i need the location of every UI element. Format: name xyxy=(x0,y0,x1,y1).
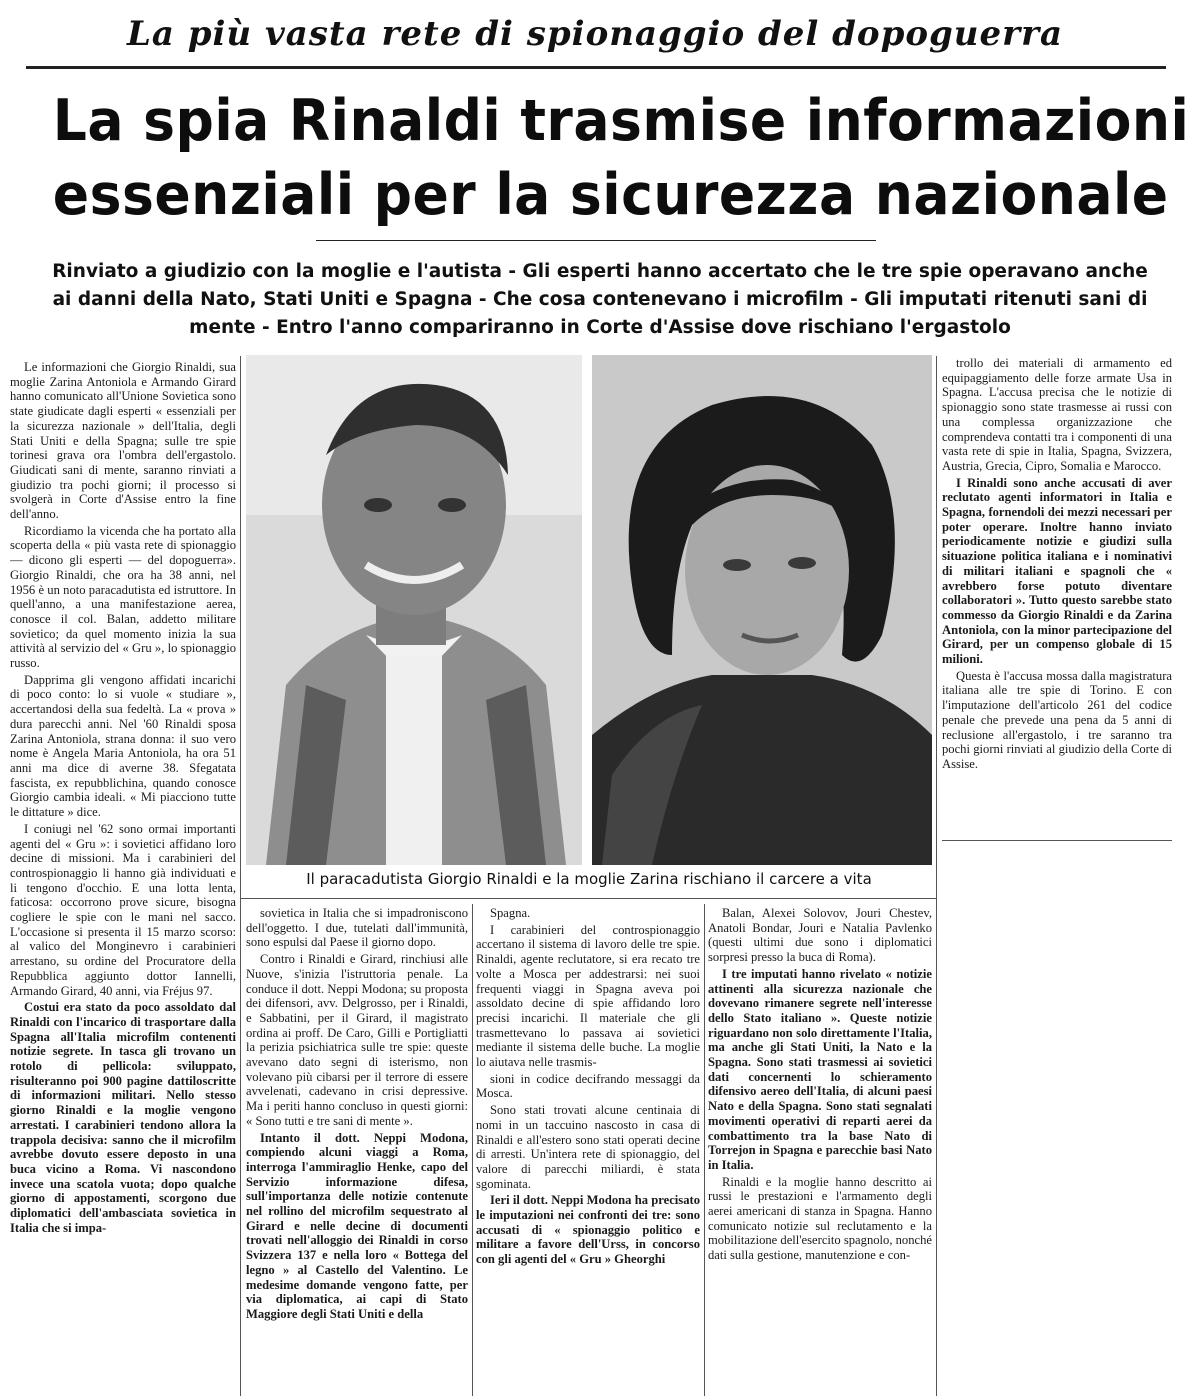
kicker: La più vasta rete di spionaggio del dopoguerra xyxy=(126,14,1064,54)
portrait-man-image xyxy=(246,355,582,865)
column-5-end-rule xyxy=(942,840,1172,841)
col1-para-3: Dapprima gli vengono affidati incarichi di poco conto: lo si vuole « studiare », accertandosi della sua fedeltà. La « prova » dura parecchi anni. Nel '60 Rinaldi sposa Zarina Antoniola, strana donna: il suo vero nome è Angela Maria Antoniola, ha ora 51 anni ma dice di averne 38. Sfegatata fascista, ex repubblichina, quando conosce Giorgio cambia ideali. « Mi piacciono tutte le dittature » dice. xyxy=(10,672,236,820)
col4-para-3: Rinaldi e la moglie hanno descritto ai russi le prestazioni e l'armamento degli aerei americani di stanza in Spagna. Hanno comunicato notizie sul reclutamento e la mobilitazione dell'esercito spagnolo, nonché dati sulla gestione, manutenzione e con- xyxy=(708,1174,932,1263)
col3-para-3: sioni in codice decifrando messaggi da Mosca. xyxy=(476,1071,700,1101)
photo-caption: Il paracadutista Giorgio Rinaldi e la moglie Zarina rischiano il carcere a vita xyxy=(306,870,872,888)
col2-para-3: Intanto il dott. Neppi Modona, compiendo alcuni viaggi a Roma, interroga l'ammiraglio Henke, capo del Servizio informazione difesa, sull'importanza delle notizie contenute nel rollino del microfilm sequestrato al Girard e nelle decine di documenti trovati nell'alloggio dei Rinaldi in corso Svizzera 137 e nella loro « Bottega del legno » al Castello del Valentino. Le medesime domande vengono fatte, per via diplomatica, ai capi di Stato Maggiore degli Stati Uniti e della xyxy=(246,1130,468,1321)
photo-giorgio-rinaldi xyxy=(246,355,582,865)
rule-below-headline xyxy=(316,240,876,241)
column-rule-1 xyxy=(240,356,241,1396)
column-rule-3 xyxy=(704,904,705,1396)
column-2 xyxy=(246,906,468,1396)
headline xyxy=(52,84,1190,232)
column-4 xyxy=(708,906,932,1396)
col1-para-4: I coniugi nel '62 sono ormai importanti agenti del « Gru »: i sovietici affidano loro decine di missioni. Ma i carabinieri del controspionaggio li hanno già individuati e li tengono d'occhio. E una lotta lenta, faticosa: occorrono prove sicure, bisogna cogliere le spie con le mani nel sacco. L'occasione si presenta il 15 marzo scorso: al valico del Monginevro i carabinieri arrestano, su ordine del Procuratore della Repubblica aggiunto dottor Iannelli, Armando Girard, 40 anni, via Fréjus 97. xyxy=(10,821,236,998)
column-3 xyxy=(476,906,700,1396)
column-1 xyxy=(10,360,236,1396)
headline-line-1: La spia Rinaldi trasmise informazioni xyxy=(52,88,1190,154)
col2-para-1: sovietica in Italia che si impadroniscono dell'oggetto. I due, tutelati dall'immunità, sono espulsi dal Paese il giorno dopo. xyxy=(246,906,468,950)
col3-para-5: Ieri il dott. Neppi Modona ha precisato le imputazioni nei confronti dei tre: sono accusati di « spionaggio politico e militare a favore dell'Urss, in concorso con gli agenti del « Gru » Gheorghi xyxy=(476,1193,700,1267)
rule-below-caption xyxy=(240,898,936,899)
portrait-woman-image xyxy=(592,355,932,865)
col5-para-1: trollo dei materiali di armamento ed equipaggiamento delle forze armate Usa in Spagna. L'accusa precisa che le notizie di spionaggio sono state trasmesse ai russi con una complessa organizzazione che comprendeva contatti tra i componenti di una vasta rete di spie in Italia, Spagna, Svizzera, Austria, Grecia, Cipro, Somalia e Marocco. xyxy=(942,356,1172,473)
col1-para-1: Le informazioni che Giorgio Rinaldi, sua moglie Zarina Antoniola e Armando Girard hanno comunicato all'Unione Sovietica sono state giudicate dagli esperti « essenziali per la sicurezza nazionale » dell'Italia, degli Stati Uniti e della Spagna; sulle tre spie torinesi grava ora l'ombra dell'ergastolo. Giudicati sani di mente, saranno rinviati a giudizio tra pochi giorni; il processo si svolgerà in Corte d'Assise entro la fine dell'anno. xyxy=(10,360,236,522)
col5-para-3: Questa è l'accusa mossa dalla magistratura italiana alle tre spie di Torino. E con l'imputazione dell'articolo 261 del codice penale che prevede una pena da 5 anni di reclusione all'ergastolo, i tre saranno tra pochi giorni rinviati al giudizio della Corte di Assise. xyxy=(942,668,1172,771)
headline-line-2: essenziali per la sicurezza nazionale xyxy=(52,162,1169,228)
rule-top xyxy=(26,66,1166,69)
col4-para-2: I tre imputati hanno rivelato « notizie attinenti alla sicurezza nazionale che dovevano rimanere segrete nell'interesse dello Stato italiano ». Queste notizie riguardano non solo direttamente l'Italia, ma anche gli Stati Uniti, la Nato e la Spagna. Sono stati trasmessi ai sovietici dati concernenti lo schieramento difensivo aereo dell'Italia, di alcuni paesi Nato e della Spagna. Sono stati segnalati movimenti operativi di reparti aerei da combattimento tra la base Nato di Torrejon in Spagna e parecchie basi Nato in Italia. xyxy=(708,966,932,1172)
col3-para-4: Sono stati trovati alcune centinaia di nomi in un taccuino nascosto in casa di Rinaldi e all'estero sono stati operati decine di arresti. Un'intera rete di spionaggio, del valore di parecchi miliardi, è stata sgominata. xyxy=(476,1103,700,1191)
col1-para-2: Ricordiamo la vicenda che ha portato alla scoperta della « più vasta rete di spionaggio — dicono gli esperti — del dopoguerra». Giorgio Rinaldi, che ora ha 38 anni, nel 1956 è un noto paracadutista ed istruttore. In quell'anno, a una manifestazione aerea, conosce il col. Balan, addetto militare sovietico; da quel momento inizia la sua attività al servizio del « Gru », lo spionaggio russo. xyxy=(10,523,236,671)
column-rule-4 xyxy=(936,356,937,1396)
col3-para-2: I carabinieri del controspionaggio accertano il sistema di lavoro delle tre spie. Rinaldi, agente reclutatore, si era recato tre volte a Mosca per addestrarsi: nei suoi frequenti viaggi in Spagna aveva poi assoldato decine di spie affidando loro precisi incarichi. Il materiale che gli trasmettevano lo passava ai sovietici mediante il sistema delle buche. La moglie lo aiutava nelle trasmis- xyxy=(476,922,700,1070)
col5-para-2: I Rinaldi sono anche accusati di aver reclutato agenti informatori in Italia e Spagna, fornendoli dei mezzi necessari per poter operare. Inoltre hanno inviato periodicamente notizie e giudizi sulla situazione politica italiana e i nominativi di militari italiani e spagnoli che « avrebbero forse potuto diventare collaboratori ». Tutto questo sarebbe stato commesso da Giorgio Rinaldi e da Zarina Antoniola, con la minor partecipazione del Girard, per un compenso globale di 15 milioni. xyxy=(942,475,1172,667)
col3-para-1: Spagna. xyxy=(490,906,531,920)
photo-block xyxy=(246,355,932,865)
summary: Rinviato a giudizio con la moglie e l'autista - Gli esperti hanno accertato che le tre spie operavano anche ai danni della Nato, Stati Uniti e Spagna - Che cosa contenevano i microfilm - Gli imputati ritenuti sani di mente - Entro l'anno compariranno in Corte d'Assise dove rischiano l'ergastolo xyxy=(52,261,1148,338)
column-5 xyxy=(942,356,1172,836)
photo-zarina-antoniola xyxy=(592,355,932,865)
col4-para-1: Balan, Alexei Solovov, Jouri Chestev, Anatoli Bondar, Jouri e Natalia Pavlenko (questi ultimi due sono i diplomatici sorpresi presso la buca di Roma). xyxy=(708,906,932,965)
column-rule-2 xyxy=(472,904,473,1396)
col1-para-5: Costui era stato da poco assoldato dal Rinaldi con l'incarico di trasportare dalla Spagna all'Italia microfilm contenenti notizie segrete. In tasca gli trovano un rotolo di pellicola: sviluppato, risulteranno poi 900 pagine dattiloscritte di informazioni militari. Nello stesso giorno Rinaldi e la moglie vengono arrestati. I carabinieri tendono allora la trappola decisiva: sanno che il microfilm avrebbe dovuto essere deposto in una buca vicino a Roma. Vi nascondono invece una scatola vuota; dopo qualche giorno di appostamenti, scorgono due diplomatici dell'ambasciata sovietica in Italia che si impa- xyxy=(10,1000,236,1235)
col2-para-2: Contro i Rinaldi e Girard, rinchiusi alle Nuove, s'inizia l'istruttoria penale. La conduce il dott. Neppi Modona; su proposta dei difensori, avv. Delgrosso, per i Rinaldi, e Sabbatini, per il Girard, il magistrato ordina ai proff. De Caro, Gilli e Portigliatti la perizia psichiatrica sulle tre spie: queste avevano dato segni di isterismo, non volevano più cibarsi per il terrore di essere avvelenati, cadevano in crisi depressive. Ma i periti hanno concluso in questi giorni: « Sono tutti e tre sani di mente ». xyxy=(246,952,468,1128)
